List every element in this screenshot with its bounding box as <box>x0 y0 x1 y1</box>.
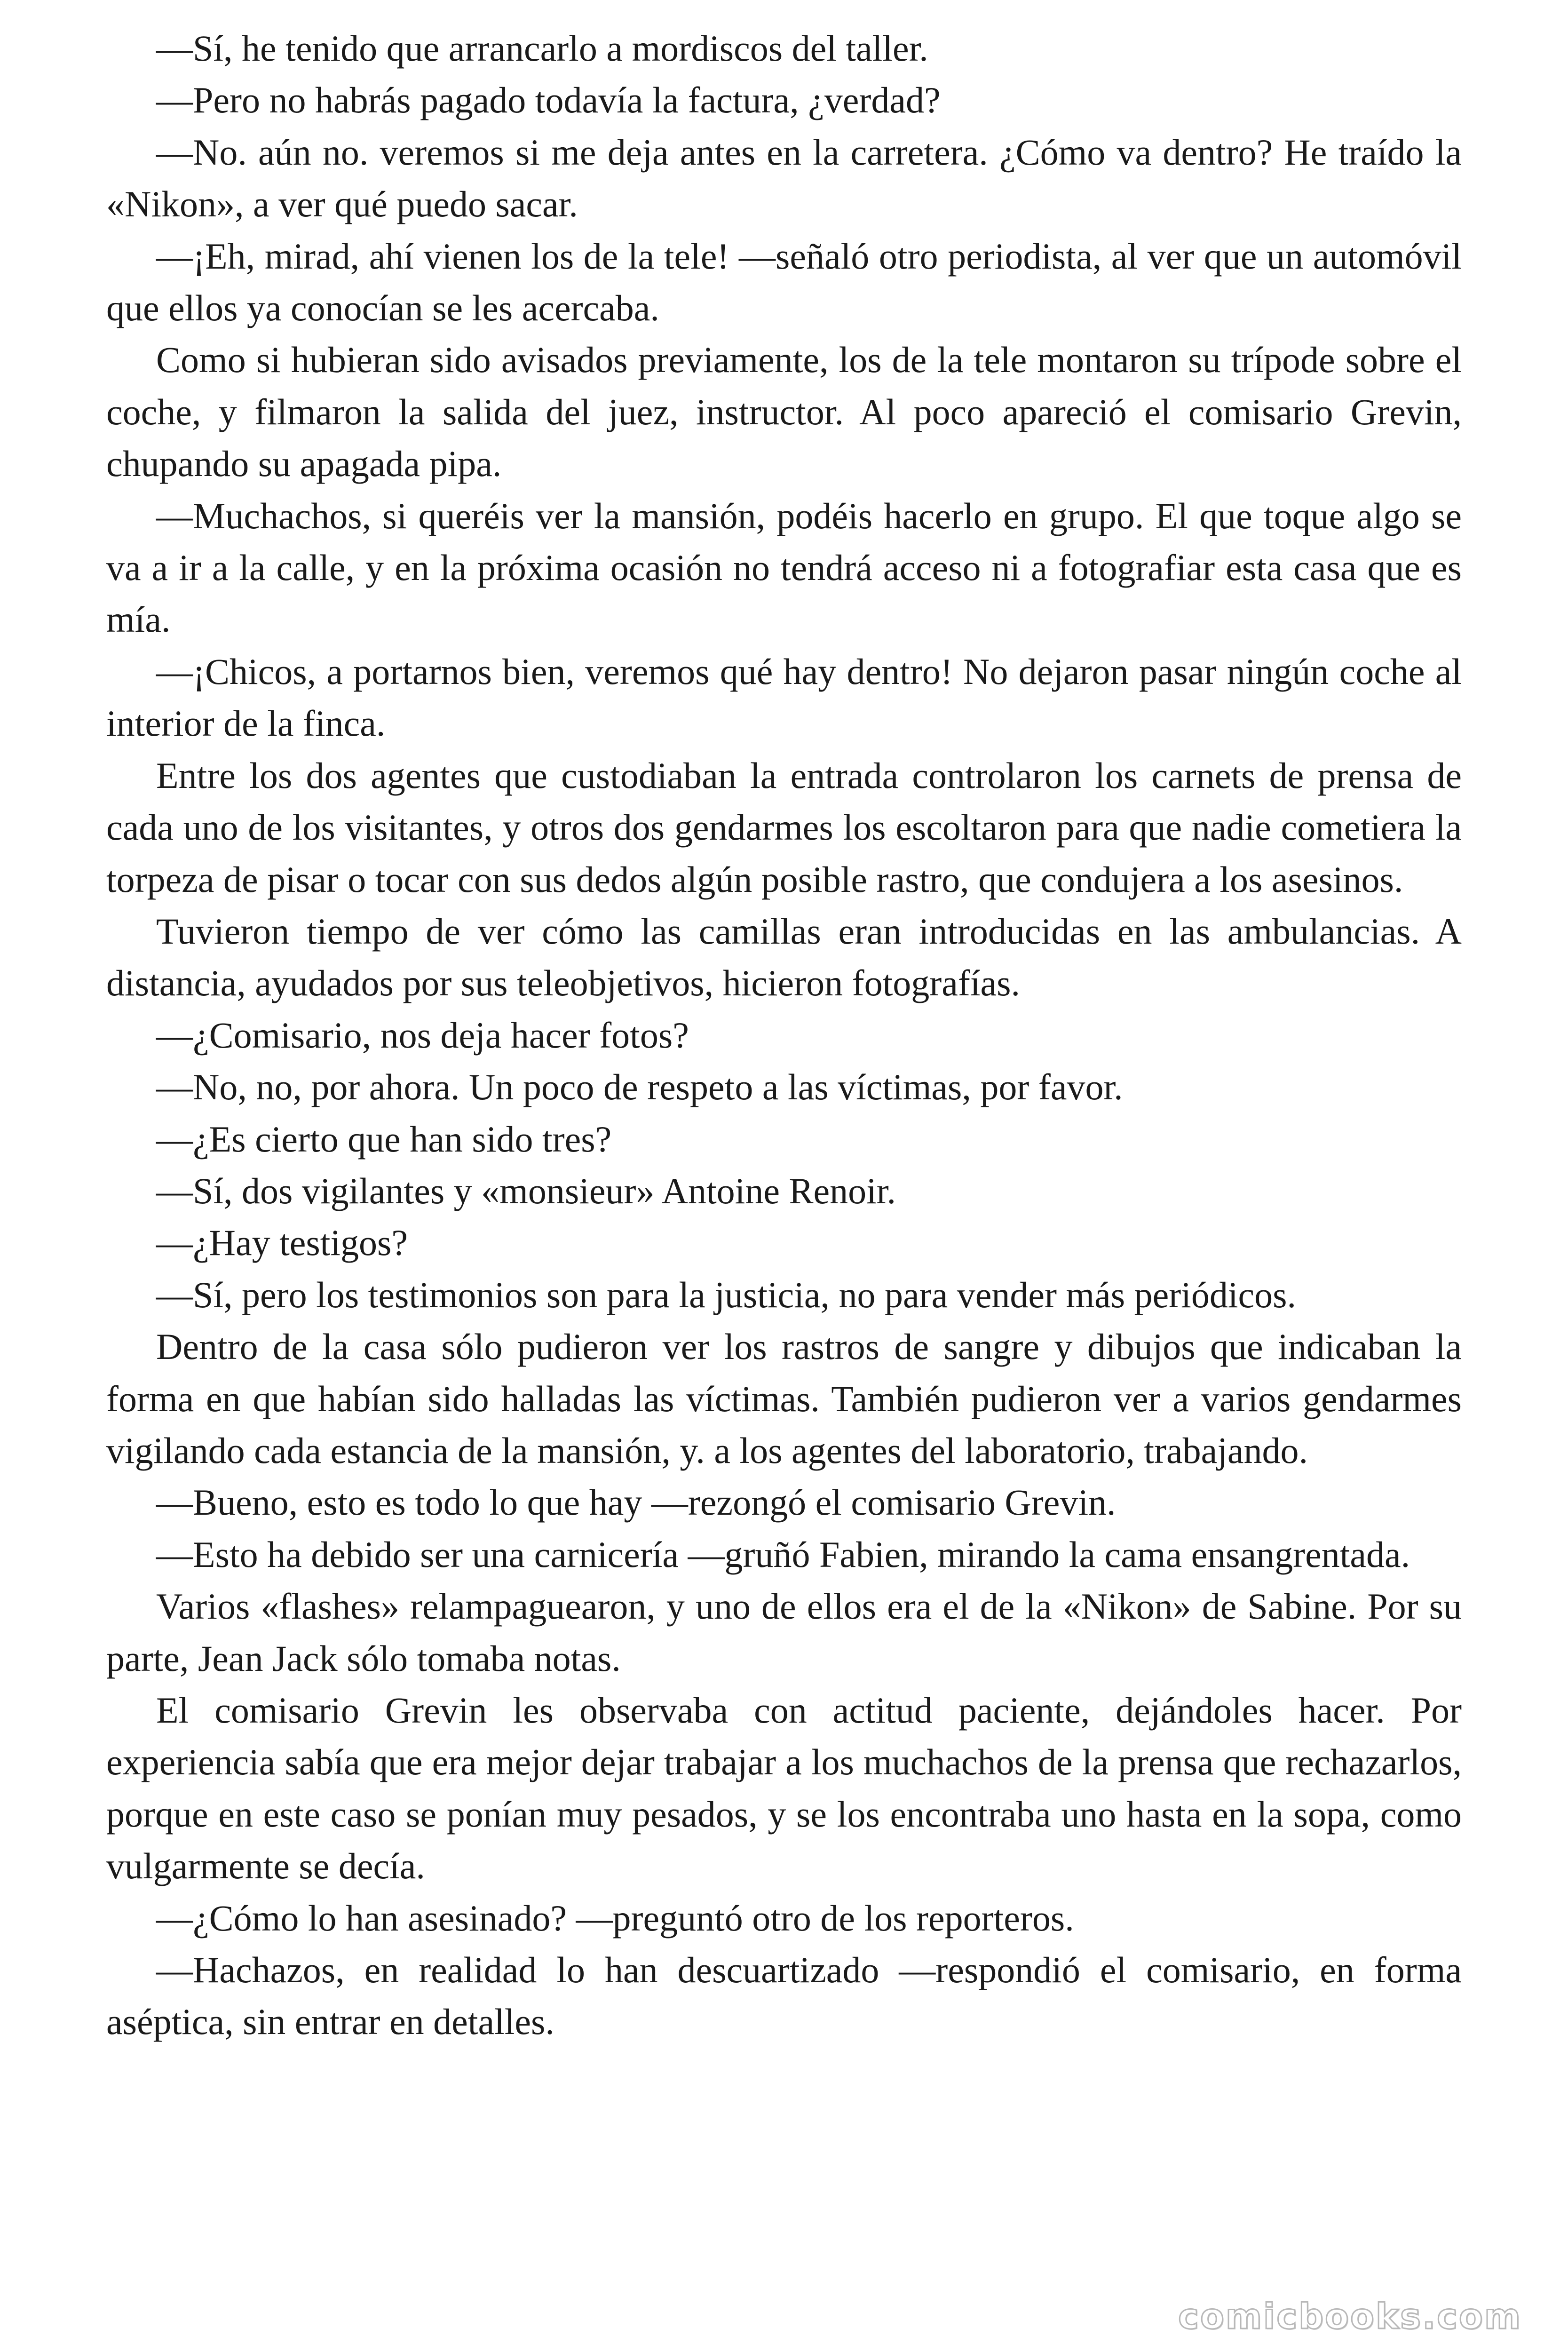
paragraph: —Sí, pero los testimonios son para la justicia, no para vender más periódicos. <box>156 1274 1296 1315</box>
paragraph: —Muchachos, si queréis ver la mansión, podéis hacerlo en grupo. El que toque algo se va a ir a la calle, y en la próxima ocasión no tendrá acceso ni a fotografiar esta casa que es mía. <box>106 495 1462 640</box>
paragraph: —¿Hay testigos? <box>156 1222 408 1263</box>
paragraph: Como si hubieran sido avisados previamente, los de la tele montaron su trípode sobre el coche, y filmaron la salida del juez, instructor. Al poco apareció el comisario Grevin, chupando su apagada pipa. <box>106 339 1462 485</box>
paragraph: El comisario Grevin les observaba con actitud paciente, dejándoles hacer. Por experiencia sabía que era mejor dejar trabajar a los muchachos de la prensa que rechazarlos, porque en este caso se ponían muy pesados, y se los encontraba uno hasta en la sopa, como vulgarmente se decía. <box>106 1690 1462 1887</box>
paragraph: —¡Eh, mirad, ahí vienen los de la tele! —señaló otro periodista, al ver que un automóvil que ellos ya conocían se les acercaba. <box>106 235 1462 329</box>
paragraph: —Bueno, esto es todo lo que hay —rezongó el comisario Grevin. <box>156 1482 1116 1523</box>
paragraph: —Sí, dos vigilantes y «monsieur» Antoine Renoir. <box>156 1170 896 1211</box>
paragraph: —¿Cómo lo han asesinado? —preguntó otro de los reporteros. <box>156 1897 1074 1939</box>
paragraph: Tuvieron tiempo de ver cómo las camillas eran introducidas en las ambulancias. A distancia, ayudados por sus teleobjetivos, hicieron fotografías. <box>106 910 1462 1004</box>
paragraph: Dentro de la casa sólo pudieron ver los rastros de sangre y dibujos que indicaban la forma en que habían sido halladas las víctimas. También pudieron ver a varios gendarmes vigilando cada estancia de la mansión, y. a los agentes del laboratorio, trabajando. <box>106 1326 1462 1471</box>
paragraph: —Esto ha debido ser una carnicería —gruñó Fabien, mirando la cama ensangrentada. <box>156 1534 1410 1575</box>
paragraph: —¡Chicos, a portarnos bien, veremos qué hay dentro! No dejaron pasar ningún coche al interior de la finca. <box>106 651 1462 744</box>
paragraph: Entre los dos agentes que custodiaban la entrada controlaron los carnets de prensa de cada uno de los visitantes, y otros dos gendarmes los escoltaron para que nadie cometiera la torpeza de pisar o tocar con sus dedos algún posible rastro, que condujera a los asesinos. <box>106 755 1462 900</box>
paragraph: —No, no, por ahora. Un poco de respeto a las víctimas, por favor. <box>156 1066 1123 1108</box>
book-page-text <box>106 23 1462 2048</box>
paragraph: —Pero no habrás pagado todavía la factura, ¿verdad? <box>156 79 941 121</box>
paragraph: —Hachazos, en realidad lo han descuartizado —respondió el comisario, en forma aséptica, sin entrar en detalles. <box>106 1949 1462 2042</box>
paragraph: —¿Comisario, nos deja hacer fotos? <box>156 1014 689 1056</box>
paragraph: Varios «flashes» relampaguearon, y uno de ellos era el de la «Nikon» de Sabine. Por su parte, Jean Jack sólo tomaba notas. <box>106 1586 1462 1679</box>
paragraph: —No. aún no. veremos si me deja antes en la carretera. ¿Cómo va dentro? He traído la «Nikon», a ver qué puedo sacar. <box>106 131 1462 225</box>
watermark: comicbooks.com <box>1178 2296 1522 2337</box>
paragraph: —Sí, he tenido que arrancarlo a mordiscos del taller. <box>156 28 928 69</box>
paragraph: —¿Es cierto que han sido tres? <box>156 1118 612 1160</box>
